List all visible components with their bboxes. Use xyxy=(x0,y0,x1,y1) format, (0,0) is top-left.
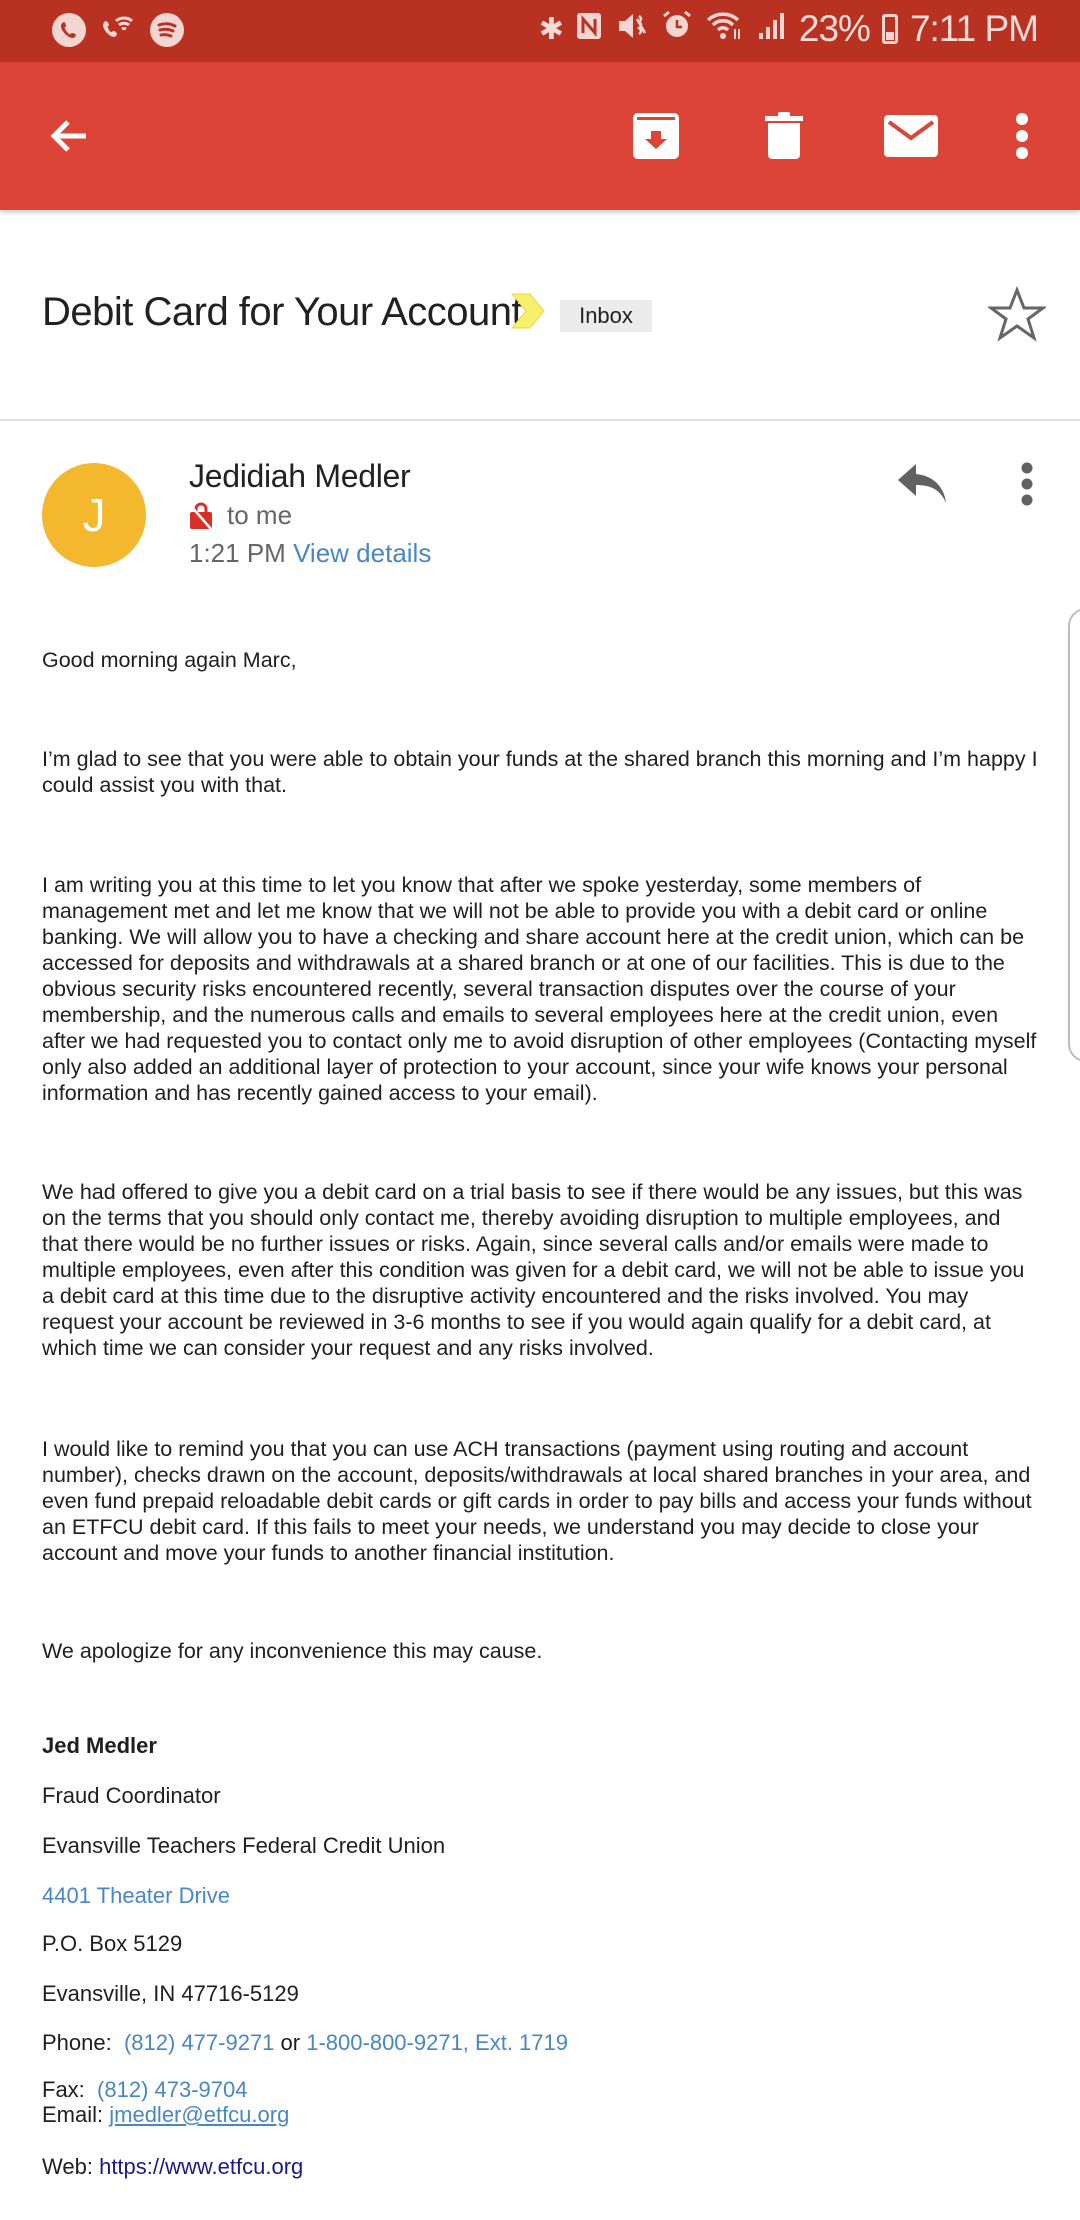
email-paragraph-2: I am writing you at this time to let you know that after we spoke yesterday, some members of management met and let me know that we will not be able to provide you with a debit card or online banking. We will allow you to have a checking and share account here at the credit union, which can be accessed for deposits and withdrawals at a shared branch or at one of our facilities. This is due to the obvious security risks encountered recently, several transaction disputes over the course of your membership, and the numerous calls and emails to several employees here at the credit union, even after we had requested you to contact only me to avoid disruption of other employees (Contacting myself only also added an additional layer of protection to your account, since your wife knows your personal information and has recently gained access to your email). xyxy=(42,873,1037,1105)
phone-or: or xyxy=(280,2030,301,2055)
web-label: Web: xyxy=(42,2154,93,2179)
mark-unread-icon xyxy=(883,114,939,158)
more-options-button[interactable] xyxy=(986,100,1058,172)
email-greeting: Good morning again Marc, xyxy=(42,648,297,672)
archive-button[interactable] xyxy=(620,100,692,172)
view-details-link[interactable]: View details xyxy=(293,538,432,568)
bluetooth-icon: ✱ xyxy=(538,12,563,46)
fax-link[interactable]: (812) 473-9704 xyxy=(97,2077,248,2102)
star-icon[interactable] xyxy=(988,286,1046,344)
signature-name: Jed Medler xyxy=(42,1733,157,1758)
reply-icon[interactable] xyxy=(896,462,948,506)
battery-icon xyxy=(882,14,898,44)
back-button[interactable] xyxy=(34,100,106,172)
alarm-icon xyxy=(661,8,693,50)
call-icon xyxy=(52,13,86,47)
signature-address-link[interactable]: 4401 Theater Drive xyxy=(42,1883,230,1908)
app-toolbar xyxy=(0,62,1080,210)
status-bar xyxy=(0,0,1080,62)
phone-tollfree-link[interactable]: 1-800-800-9271, Ext. 1719 xyxy=(306,2030,568,2055)
fast-scroll-handle[interactable] xyxy=(1068,608,1080,1062)
spotify-icon xyxy=(150,13,184,47)
wifi-calling-icon xyxy=(100,13,136,52)
delete-button[interactable] xyxy=(748,100,820,172)
arrow-back-icon xyxy=(46,112,94,160)
importance-marker-icon[interactable] xyxy=(510,292,546,330)
phone-label: Phone: xyxy=(42,2030,112,2055)
email-label: Email: xyxy=(42,2102,104,2127)
email-paragraph-1: I’m glad to see that you were able to obtain your funds at the shared branch this morning and I’m happy I could assist you with that. xyxy=(42,747,1038,797)
message-more-icon[interactable] xyxy=(1014,460,1040,508)
sender-avatar[interactable]: J xyxy=(42,463,146,567)
sender-name[interactable]: Jedidiah Medler xyxy=(189,458,411,494)
header-divider xyxy=(0,419,1080,421)
fax-label: Fax: xyxy=(42,2077,85,2102)
mark-unread-button[interactable] xyxy=(875,100,947,172)
signature-web-row xyxy=(42,2154,303,2180)
email-subject: Debit Card for Your Account xyxy=(42,290,523,334)
security-warning-icon[interactable] xyxy=(189,502,213,530)
signature-title: Fraud Coordinator xyxy=(42,1783,221,1808)
web-link[interactable]: https://www.etfcu.org xyxy=(99,2154,304,2179)
recipient-row xyxy=(189,500,292,531)
clock: 7:11 PM xyxy=(909,8,1038,49)
more-vert-icon xyxy=(1014,112,1030,160)
wifi-icon xyxy=(705,8,745,50)
phone-primary-link[interactable]: (812) 477-9271 xyxy=(123,2030,275,2055)
signature-fax-row xyxy=(42,2077,247,2103)
archive-icon xyxy=(631,111,681,161)
email-paragraph-4: I would like to remind you that you can use ACH transactions (payment using routing and account number), checks drawn on the account, deposits/withdrawals at local shared branches in your area, and even fund prepaid reloadable debit cards or gift cards in order to pay bills and access your funds without an ETFCU debit card. If this fails to meet your needs, we understand you may decide to close your account and move your funds to another financial institution. xyxy=(42,1437,1032,1565)
email-paragraph-3: We had offered to give you a debit card on a trial basis to see if there would be any issues, but this was on the terms that you should only contact me, thereby avoiding disruption to multiple employees, and that there would be no further issues or risks. Again, since several calls and/or emails were made to multiple employees, even after this condition was given for a debit card, we will not be able to issue you a debit card at this time due to the disruptive activity encountered and the risks involved. You may request your account be reviewed in 3-6 months to see if you would again qualify for a debit card, at which time we can consider your request and any risks involved. xyxy=(42,1180,1025,1360)
system-status xyxy=(539,8,1038,50)
signature-city: Evansville, IN 47716-5129 xyxy=(42,1981,299,2006)
delete-icon xyxy=(764,111,804,161)
signature-email-row xyxy=(42,2102,289,2128)
signature-phone-row xyxy=(42,2030,568,2056)
signal-icon xyxy=(757,8,787,50)
battery-percent: 23% xyxy=(798,8,870,49)
email-time: 1:21 PM xyxy=(189,538,286,568)
notification-icons xyxy=(52,13,184,52)
inbox-label-chip[interactable]: Inbox xyxy=(560,300,652,332)
signature-po-box: P.O. Box 5129 xyxy=(42,1931,183,1956)
recipient-text: to me xyxy=(227,500,293,530)
email-link[interactable]: jmedler@etfcu.org xyxy=(109,2102,290,2127)
signature-organization: Evansville Teachers Federal Credit Union xyxy=(42,1833,446,1858)
time-row xyxy=(189,538,431,569)
nfc-icon xyxy=(575,8,603,50)
vibrate-mute-icon xyxy=(615,8,649,50)
email-paragraph-5: We apologize for any inconvenience this may cause. xyxy=(42,1639,543,1663)
